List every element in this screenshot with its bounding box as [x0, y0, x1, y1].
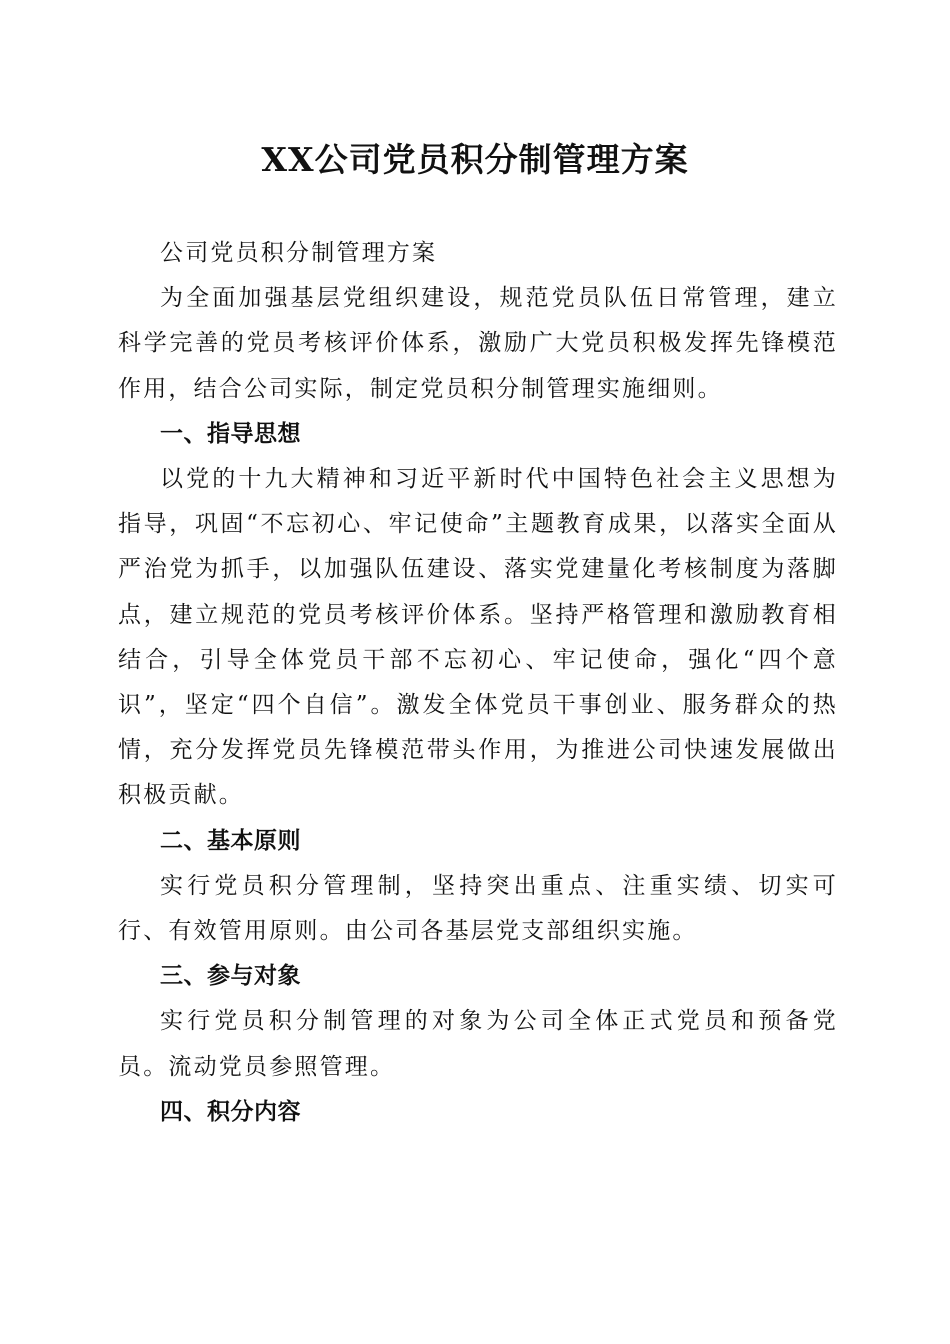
document-subtitle: 公司党员积分制管理方案 — [160, 240, 438, 266]
section-text-guiding-thought: 以党的十九大精神和习近平新时代中国特色社会主义思想为指导，巩固“不忘初心、牢记使命”主题教育成果，以落实全面从严治党为抓手，以加强队伍建设、落实党建量化考核制度为落脚点，建立规范的党员考核评价体系。坚持严格管理和激励教育相结合，引导全体党员干部不忘初心、牢记使命，强化“四个意识”，坚定“四个自信”。激发全体党员干事创业、服务群众的热情，充分发挥党员先锋模范带头作用，为推进公司快速发展做出积极贡献。 — [118, 466, 838, 809]
section-heading-points-content: 四、积分内容 — [160, 1098, 301, 1125]
document-title: XX公司党员积分制管理方案 — [261, 140, 689, 179]
section-heading-participants: 三、参与对象 — [160, 963, 301, 990]
section-heading-basic-principles: 二、基本原则 — [160, 827, 301, 854]
section-heading-guiding-thought: 一、指导思想 — [160, 420, 301, 447]
section-text-participants: 实行党员积分制管理的对象为公司全体正式党员和预备党员。流动党员参照管理。 — [118, 1008, 838, 1080]
intro-paragraph: 为全面加强基层党组织建设，规范党员队伍日常管理，建立科学完善的党员考核评价体系，激励广大党员积极发挥先锋模范作用，结合公司实际，制定党员积分制管理实施细则。 — [118, 285, 838, 402]
document-body — [118, 231, 838, 1135]
section-text-basic-principles: 实行党员积分管理制，坚持突出重点、注重实绩、切实可行、有效管用原则。由公司各基层党支部组织实施。 — [118, 872, 838, 945]
